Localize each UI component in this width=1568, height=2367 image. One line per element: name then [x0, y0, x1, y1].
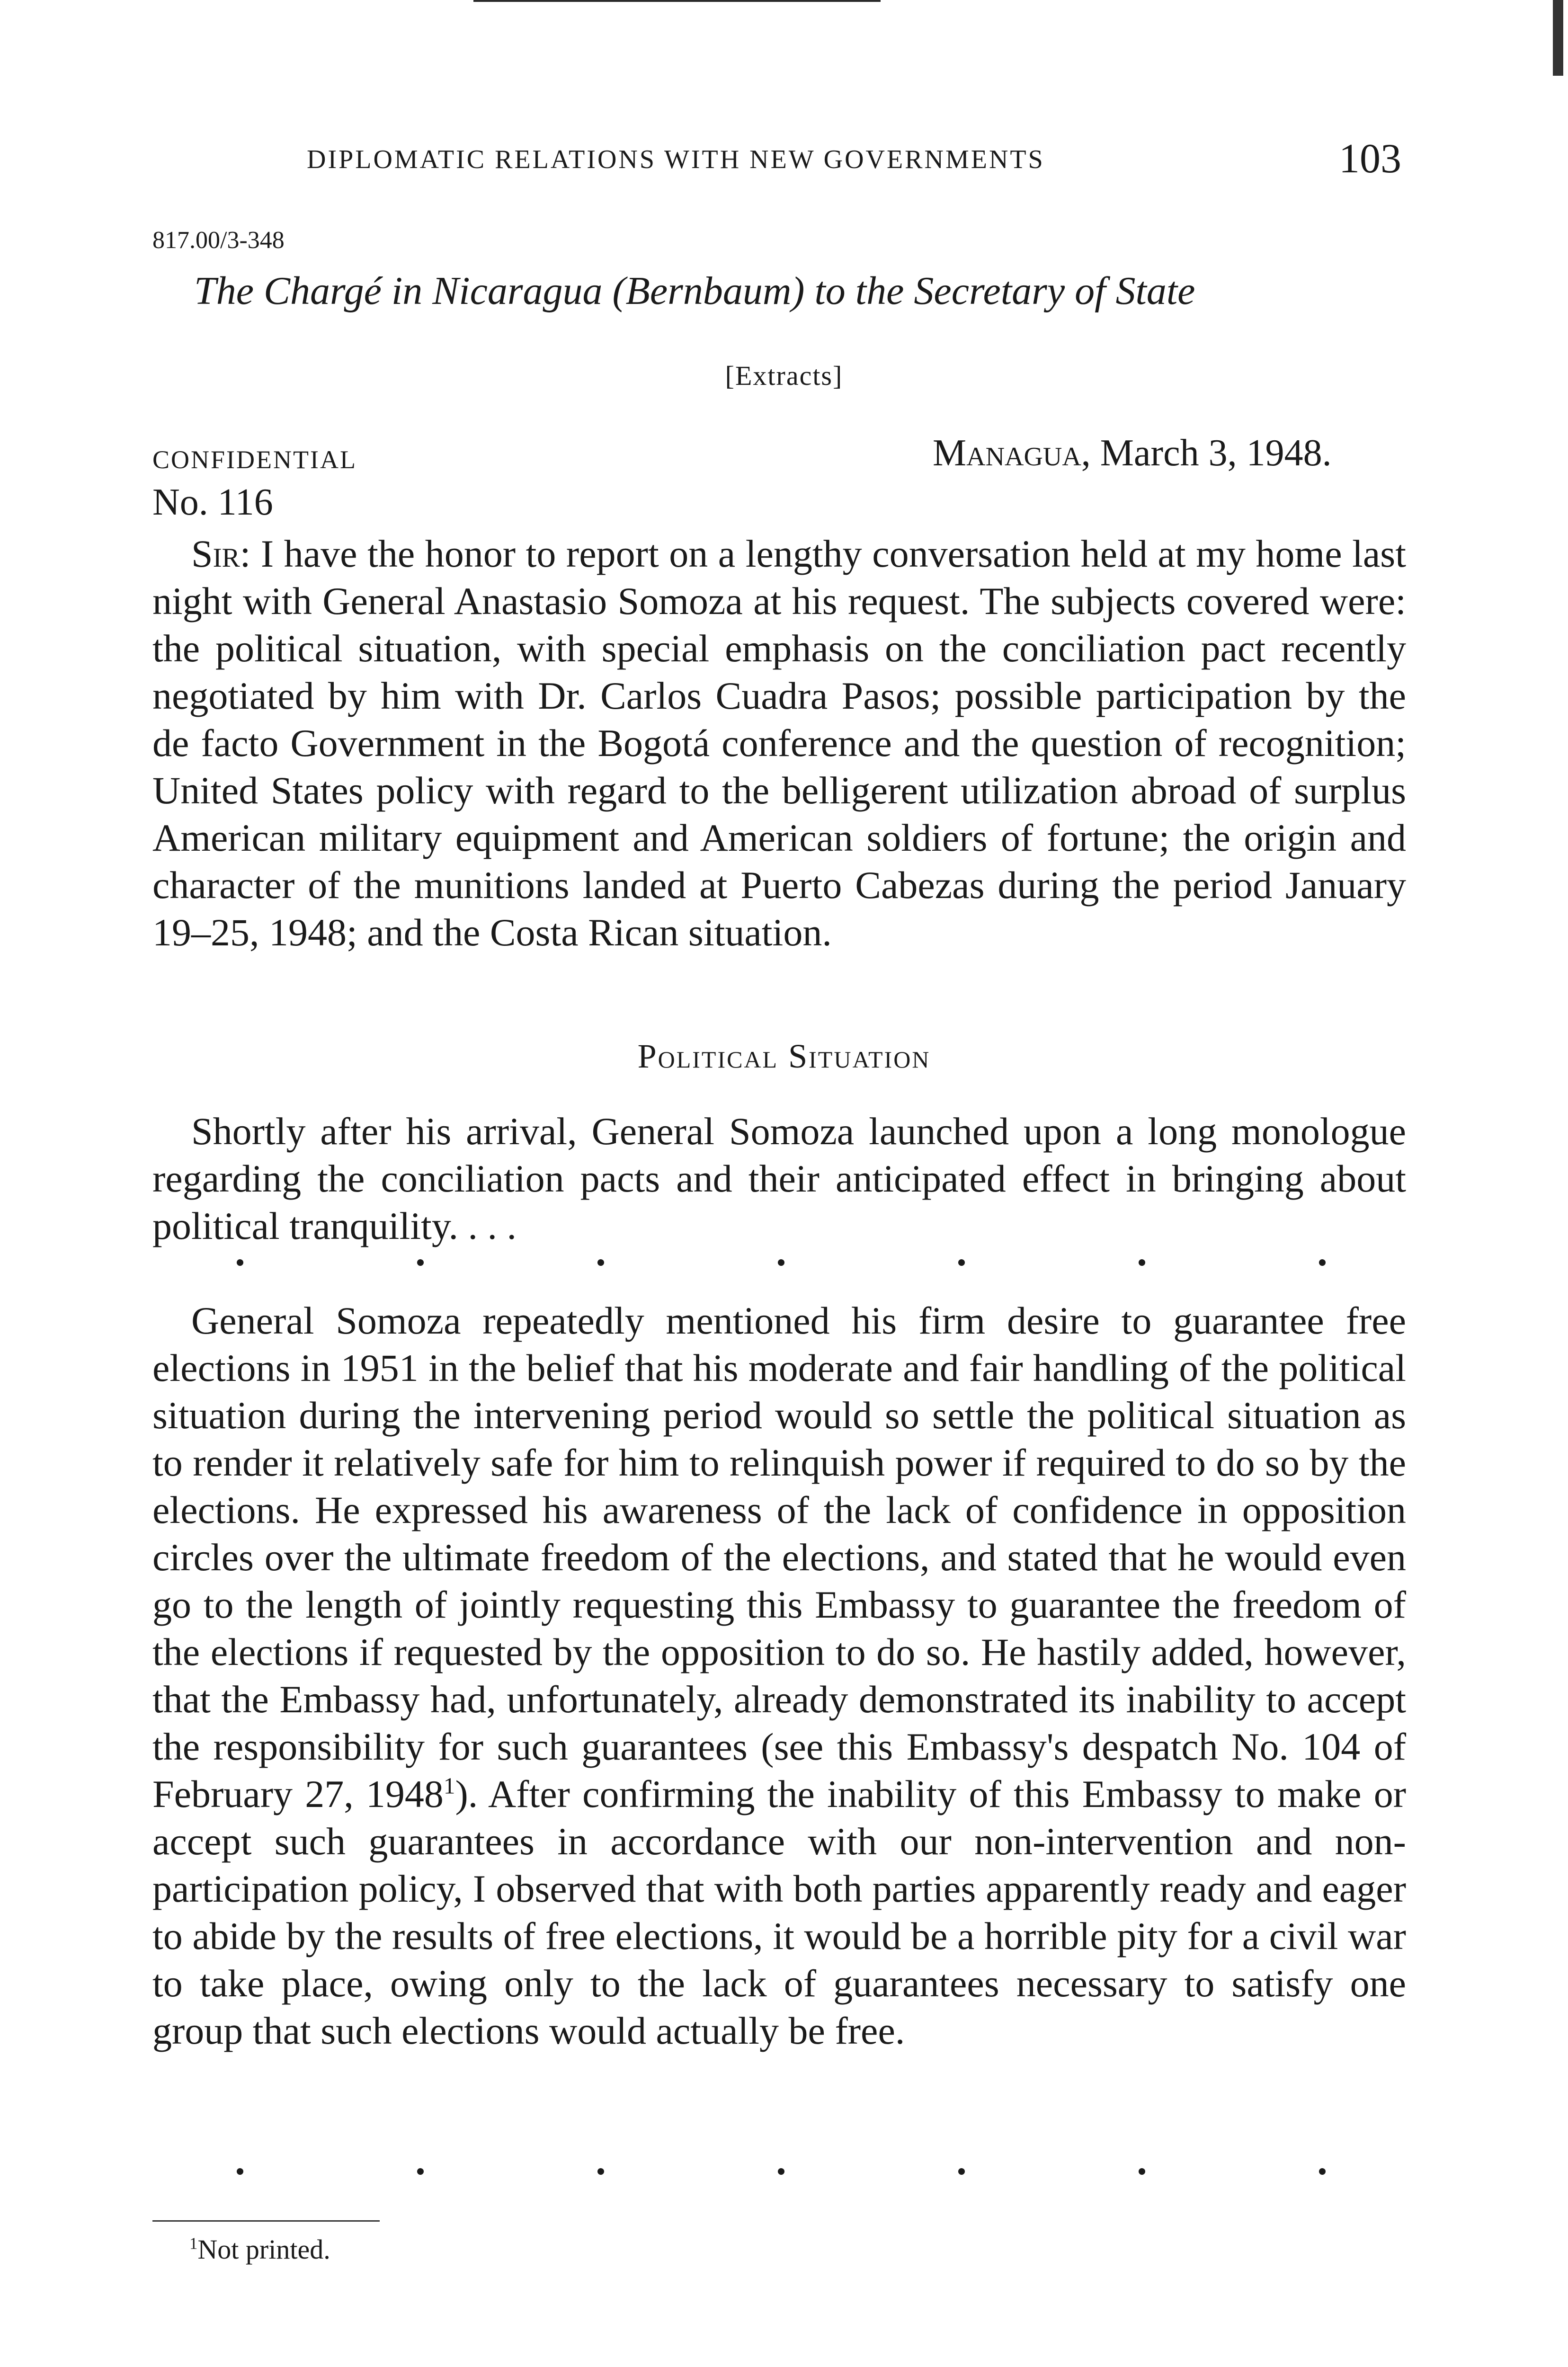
paragraph-elections	[152, 1297, 1406, 2055]
edge-mark	[1553, 0, 1563, 76]
top-edge-rule	[473, 0, 881, 2]
running-head-title: DIPLOMATIC RELATIONS WITH NEW GOVERNMENTS	[307, 145, 1045, 174]
classification-label: CONFIDENTIAL	[152, 445, 357, 474]
omission-dots-end	[237, 2168, 1326, 2187]
date-text: , March 3, 1948.	[1081, 432, 1332, 474]
running-head	[294, 136, 1401, 187]
document-number: No. 116	[152, 481, 273, 523]
paragraph-elections-text-a: General Somoza repeatedly mentioned his firm desire to guarantee free elections in 1951 in the belief that his moderate and fair handling of the political situation during the intervening period would so settle the political situation as to render it relatively safe for him to relinquish power if required to do so by the elections. He expressed his awareness of the lack of confidence in opposition circles over the ultimate freedom of the elections, and stated that he would even go to the length of jointly requesting this Embassy to guarantee the freedom of the elections if requested by the opposition to do so. He hastily added, however, that the Embassy had, unfortunately, already demonstrated its inability to accept the responsibility for such guarantees (see this Embassy's despatch No. 104 of February 27, 1948	[152, 1299, 1406, 1815]
section-title: Political Situation	[637, 1037, 931, 1075]
salutation: Sir	[191, 532, 240, 575]
footnote-text: Not printed.	[197, 2234, 330, 2265]
footnote-reference: 1	[443, 1772, 455, 1799]
paragraph-intro	[152, 530, 1406, 956]
extracts-label: [Extracts]	[725, 360, 843, 391]
paragraph-elections-text-b: ). After confirming the inability of this Embassy to make or accept such guarantees in accordance with our non-intervention and non-participation policy, I observed that with both parties apparently ready and eager to abide by the results of free elections, it would be a horrible pity for a civil war to take place, owing only to the lack of guarantees necessary to satisfy one group that such elections would actually be free.	[152, 1772, 1406, 2052]
place-date-line	[933, 432, 1332, 475]
paragraph-arrival: Shortly after his arrival, General Somoza launched upon a long monologue regarding the conciliation pacts and their anticipated effect in bringing about political tranquility. . . .	[152, 1110, 1406, 1247]
place-name: Managua	[933, 432, 1081, 474]
omission-dots	[237, 1259, 1326, 1278]
footnote	[189, 2234, 330, 2265]
file-reference: 817.00/3-348	[152, 227, 285, 254]
footnote-marker: 1	[189, 2234, 198, 2253]
page-number: 103	[1339, 136, 1401, 182]
document-heading: The Chargé in Nicaragua (Bernbaum) to the Secretary of State	[194, 269, 1195, 313]
footnote-rule	[152, 2220, 380, 2222]
paragraph-intro-text: : I have the honor to report on a lengthy conversation held at my home last night with General Anastasio Somoza at his request. The subjects covered were: the political situation, with special emphasis on the conciliation pact recently negotiated by him with Dr. Carlos Cuadra Pasos; possible participation by the de facto Government in the Bogotá conference and the question of recognition; United States policy with regard to the belligerent utilization abroad of surplus American military equipment and American soldiers of fortune; the origin and character of the munitions landed at Puerto Cabezas during the period January 19–25, 1948; and the Costa Rican situation.	[152, 532, 1406, 954]
